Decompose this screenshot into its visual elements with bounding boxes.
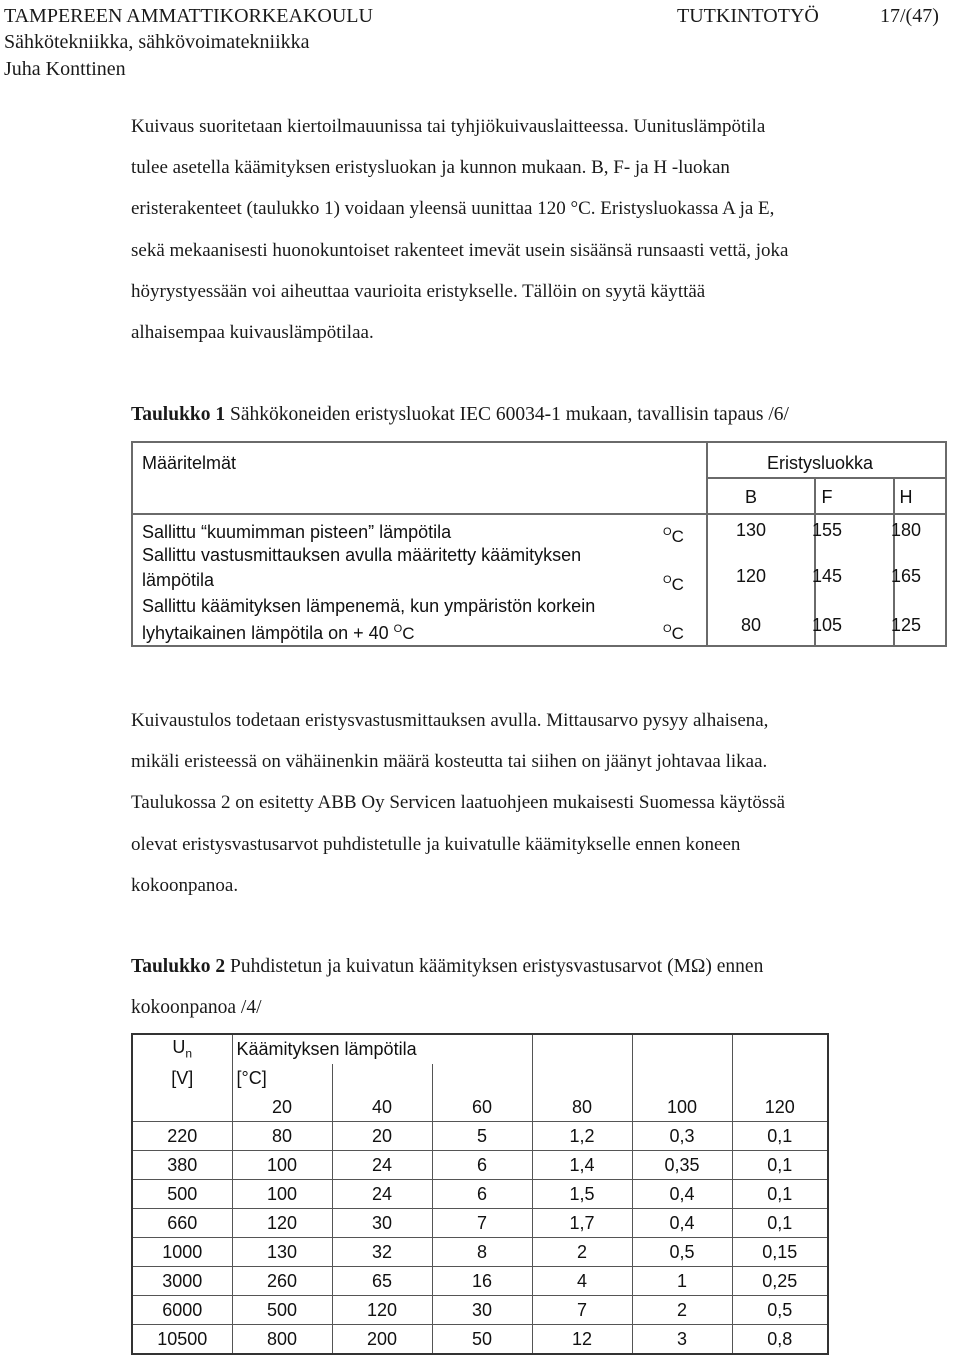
table2-cell: 1 (632, 1267, 732, 1296)
table1-row2-label: lämpötila (142, 570, 215, 590)
header-page-number: 17/(47) (880, 5, 939, 27)
table2-cell: 1,2 (532, 1122, 632, 1151)
table2-cell: 7 (532, 1296, 632, 1325)
table2-cell: 0,4 (632, 1209, 732, 1238)
header-program: Sähkötekniikka, sähkövoimatekniikka (4, 31, 310, 53)
table1-row1-unit (663, 521, 684, 548)
table1-divider (706, 443, 708, 645)
paragraph-line: eristerakenteet (taulukko 1) voidaan yleensä uunittaa 120 °C. Eristysluokassa A ja E, (131, 198, 775, 220)
table2-cell: 200 (332, 1325, 432, 1355)
paragraph-line: Kuivaus suoritetaan kiertoilmauunissa tai tyhjiökuivauslaitteessa. Uunituslämpötila (131, 116, 766, 137)
header-doc-type: TUTKINTOTYÖ (677, 5, 819, 27)
table2-empty-cell (332, 1064, 432, 1093)
degree-sup: O (393, 623, 403, 635)
table1-caption-text: Sähkökoneiden eristysluokat IEC 60034-1 mukaan, tavallisin tapaus /6/ (225, 404, 789, 425)
paragraph-line: Taulukossa 2 on esitetty ABB Oy Servicen laatuohjeen mukaisesti Suomessa käytössä (131, 792, 786, 814)
table2-cell: 24 (332, 1151, 432, 1180)
table2-cell: 1,5 (532, 1180, 632, 1209)
table2-temp-value: 20 (232, 1093, 332, 1122)
table1-value: 180 (890, 520, 922, 540)
table2-cell: 0,25 (732, 1267, 828, 1296)
table2-empty-cell (432, 1064, 532, 1093)
degree-sup: O (663, 623, 672, 635)
table1-row1-label: Sallittu “kuumimman pisteen” lämpötila (142, 522, 452, 542)
table1-caption-label: Taulukko 1 (131, 404, 226, 425)
paragraph-line: kokoonpanoa. (131, 874, 239, 896)
table2-cell: 0,1 (732, 1180, 828, 1209)
table2-cell: 0,5 (632, 1238, 732, 1267)
table2-temp-value: 80 (532, 1093, 632, 1122)
table1-value: 120 (735, 566, 767, 586)
table-row (132, 1122, 828, 1151)
table2-voltage: 220 (132, 1122, 232, 1151)
table2-cell: 130 (232, 1238, 332, 1267)
table2-empty-cell (532, 1034, 632, 1064)
table2-voltage: 10500 (132, 1325, 232, 1355)
table2-voltage: 6000 (132, 1296, 232, 1325)
unit-c: C (402, 624, 415, 643)
table2-temp-value: 60 (432, 1093, 532, 1122)
table2-un-header (132, 1034, 232, 1064)
table2-cell: 100 (232, 1151, 332, 1180)
table2-empty-cell (732, 1034, 828, 1064)
table2-cell: 50 (432, 1325, 532, 1355)
table2-temp-header: Käämityksen lämpötila (232, 1034, 432, 1064)
table-row (132, 1296, 828, 1325)
table2-empty-cell (132, 1093, 232, 1122)
table2-cell: 30 (332, 1209, 432, 1238)
table2-cell: 2 (632, 1296, 732, 1325)
table2-empty-cell (432, 1034, 532, 1064)
table2-cell: 0,1 (732, 1209, 828, 1238)
table2-cell: 24 (332, 1180, 432, 1209)
table1-value: 145 (811, 566, 843, 586)
insulation-class-table (131, 441, 947, 647)
table2-cell: 120 (332, 1296, 432, 1325)
paragraph-drying-result (131, 700, 957, 906)
table1-value: 130 (735, 520, 767, 540)
table1-divider (706, 477, 945, 479)
table1-class-h: H (899, 487, 913, 507)
table1-value: 155 (811, 520, 843, 540)
table2-empty-cell (632, 1034, 732, 1064)
table2-cell: 120 (232, 1209, 332, 1238)
table1-row3-label (142, 618, 415, 645)
table2-empty-cell (732, 1064, 828, 1093)
paragraph-line: mikäli eristeessä on vähäinenkin määrä kosteutta tai siihen on jäänyt johtavaa likaa. (131, 751, 768, 773)
unit-c: C (671, 624, 684, 643)
table2-cell: 500 (232, 1296, 332, 1325)
table2-cell: 30 (432, 1296, 532, 1325)
paragraph-drying (131, 106, 957, 353)
paragraph-line: olevat eristysvastusarvot puhdistetulle ja kuivatulle käämitykselle ennen koneen (131, 833, 741, 855)
table2-cell: 0,1 (732, 1122, 828, 1151)
table1-caption (131, 394, 789, 435)
paragraph-line: höyrystyessään voi aiheuttaa vaurioita eristykselle. Tällöin on syytä käyttää (131, 280, 706, 302)
table2-temp-value: 40 (332, 1093, 432, 1122)
table1-class-b: B (744, 487, 757, 507)
unit-c: C (671, 575, 684, 594)
table2-caption-line2: kokoonpanoa /4/ (131, 997, 262, 1018)
table2-cell: 6 (432, 1180, 532, 1209)
table2-cell: 1,7 (532, 1209, 632, 1238)
table1-value: 105 (811, 615, 843, 635)
table2-caption (131, 946, 763, 987)
table2-cell: 2 (532, 1238, 632, 1267)
table2-cell: 3 (632, 1325, 732, 1355)
table1-value: 125 (890, 615, 922, 635)
table1-row2-unit (663, 569, 684, 596)
table2-cell: 0,5 (732, 1296, 828, 1325)
un-subscript: n (185, 1046, 193, 1061)
paragraph-line: alhaisempaa kuivauslämpötilaa. (131, 322, 374, 344)
table2-voltage: 380 (132, 1151, 232, 1180)
table1-row3-unit-col (663, 618, 684, 645)
table2-cell: 0,8 (732, 1325, 828, 1355)
table2-cell: 260 (232, 1267, 332, 1296)
table2-temp-unit: [°C] (232, 1064, 332, 1093)
degree-sup: O (663, 574, 672, 586)
table2-cell: 12 (532, 1325, 632, 1355)
table2-cell: 80 (232, 1122, 332, 1151)
table2-cell: 1,4 (532, 1151, 632, 1180)
table-row (132, 1325, 828, 1355)
table-row (132, 1238, 828, 1267)
table-row (132, 1151, 828, 1180)
header-school: TAMPEREEN AMMATTIKORKEAKOULU (4, 5, 373, 27)
table1-value: 165 (890, 566, 922, 586)
header-author: Juha Konttinen (4, 58, 126, 80)
table2-cell: 0,1 (732, 1151, 828, 1180)
paragraph-line: sekä mekaanisesti huonokuntoiset rakenteet imevät usein sisäänsä runsaasti vettä, joka (131, 239, 789, 261)
table2-caption-label: Taulukko 2 (131, 956, 226, 977)
table-row (132, 1180, 828, 1209)
paragraph-line: Kuivaustulos todetaan eristysvastusmittauksen avulla. Mittausarvo pysyy alhaisena, (131, 710, 769, 731)
table2-empty-cell (632, 1064, 732, 1093)
table-row (132, 1209, 828, 1238)
table2-temp-value: 100 (632, 1093, 732, 1122)
table2-cell: 20 (332, 1122, 432, 1151)
table2-cell: 800 (232, 1325, 332, 1355)
table2-voltage: 500 (132, 1180, 232, 1209)
table1-class-f: F (821, 487, 833, 507)
table1-row3-label-text: lyhytaikainen lämpötila on + 40 (142, 623, 394, 643)
table2-cell: 16 (432, 1267, 532, 1296)
table2-temp-value: 120 (732, 1093, 828, 1122)
table2-voltage: 660 (132, 1209, 232, 1238)
table1-row3-unit (394, 624, 415, 643)
paragraph-line: tulee asetella käämityksen eristysluokan ja kunnon mukaan. B, F- ja H -luokan (131, 157, 730, 179)
table2-cell: 7 (432, 1209, 532, 1238)
table2-cell: 8 (432, 1238, 532, 1267)
table2-cell: 100 (232, 1180, 332, 1209)
table-row (132, 1267, 828, 1296)
table2-cell: 32 (332, 1238, 432, 1267)
table1-divider (133, 513, 945, 515)
table1-value: 80 (740, 615, 762, 635)
table1-row3-label: Sallittu käämityksen lämpenemä, kun ympäristön korkein (142, 596, 596, 616)
table2-cell: 0,4 (632, 1180, 732, 1209)
table2-cell: 0,35 (632, 1151, 732, 1180)
table2-cell: 5 (432, 1122, 532, 1151)
degree-sup: O (663, 526, 672, 538)
table2-un-unit: [V] (132, 1064, 232, 1093)
table2-cell: 6 (432, 1151, 532, 1180)
table1-col-class: Eristysluokka (767, 453, 874, 473)
table1-col-definitions: Määritelmät (142, 453, 237, 473)
table2-cell: 4 (532, 1267, 632, 1296)
table2-empty-cell (532, 1064, 632, 1093)
table2-cell: 65 (332, 1267, 432, 1296)
unit-c: C (671, 527, 684, 546)
table2-cell: 0,3 (632, 1122, 732, 1151)
table2-caption-text: Puhdistetun ja kuivatun käämityksen eristysvastusarvot (MΩ) ennen (225, 956, 764, 977)
table1-row2-label: Sallittu vastusmittauksen avulla määritetty käämityksen (142, 545, 582, 565)
table2-voltage: 1000 (132, 1238, 232, 1267)
insulation-resistance-table (131, 1033, 829, 1355)
table2-cell: 0,15 (732, 1238, 828, 1267)
un-symbol: U (172, 1037, 186, 1058)
table2-voltage: 3000 (132, 1267, 232, 1296)
